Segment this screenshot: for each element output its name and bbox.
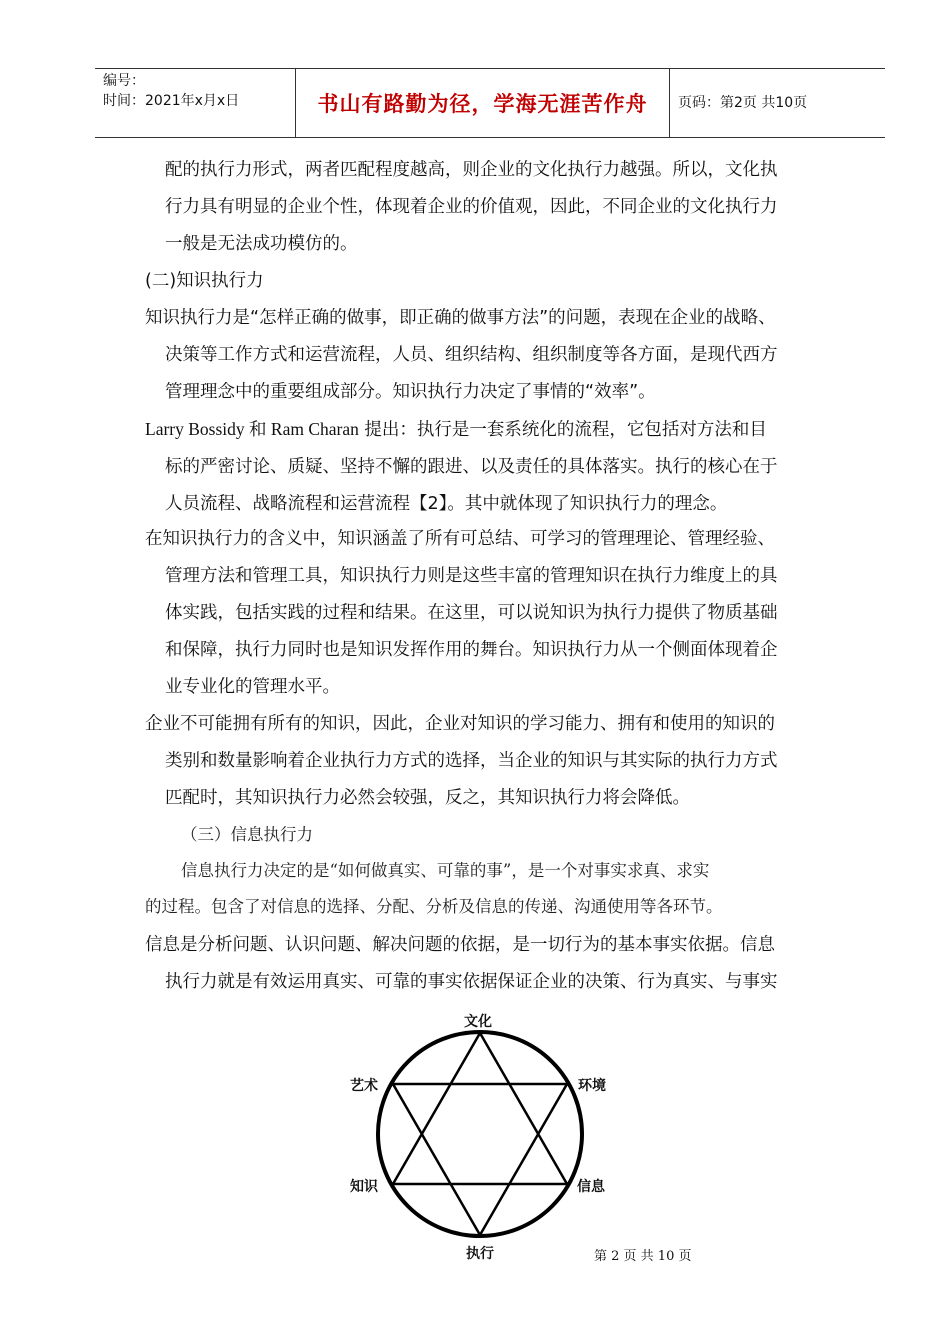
text-line: 标的严密讨论、质疑、坚持不懈的跟进、以及责任的具体落实。执行的核心在于 bbox=[165, 457, 778, 477]
downward-triangle bbox=[393, 1084, 567, 1235]
text-line: 在知识执行力的含义中，知识涵盖了所有可总结、可学习的管理理论、管理经验、 bbox=[145, 529, 775, 549]
text-line: 的过程。包含了对信息的选择、分配、分析及信息的传递、沟通使用等各环节。 bbox=[145, 897, 723, 916]
text-fragment: 提出：执行是一套系统化的流程，它包括对方法和目 bbox=[358, 420, 767, 440]
text-line: 企业不可能拥有所有的知识，因此，企业对知识的学习能力、拥有和使用的知识的 bbox=[145, 714, 775, 734]
section-heading-information bbox=[145, 817, 845, 853]
page-footer: 第 2 页 共 10 页 bbox=[594, 1249, 692, 1264]
header-motto-cell bbox=[295, 69, 670, 137]
text-line: 体实践，包括实践的过程和结果。在这里，可以说知识为执行力提供了物质基础 bbox=[165, 603, 778, 623]
text-line: 和保障，执行力同时也是知识发挥作用的舞台。知识执行力从一个侧面体现着企 bbox=[165, 640, 778, 660]
heading-text: （三）信息执行力 bbox=[181, 825, 313, 844]
text-line: 信息是分析问题、认识问题、解决问题的依据，是一切行为的基本事实依据。信息 bbox=[145, 935, 775, 955]
paragraph-bossidy-charan bbox=[145, 411, 845, 523]
section-heading-knowledge bbox=[145, 263, 845, 300]
diagram-label-top-left: 艺术 bbox=[350, 1078, 378, 1094]
page-header bbox=[95, 68, 885, 138]
text-line bbox=[145, 411, 845, 449]
text-line: 决策等工作方式和运营流程，人员、组织结构、组织制度等各方面，是现代西方 bbox=[165, 345, 778, 365]
paragraph-knowledge-meaning bbox=[145, 521, 845, 706]
document-number-label: 编号： bbox=[103, 73, 145, 89]
text-line: 配的执行力形式，两者匹配程度越高，则企业的文化执行力越强。所以，文化执 bbox=[165, 160, 778, 180]
diagram-label-bottom-left: 知识 bbox=[350, 1179, 378, 1195]
text-line: 业专业化的管理水平。 bbox=[165, 677, 340, 697]
paragraph-culture-continued bbox=[145, 152, 845, 263]
hexagram-diagram bbox=[340, 1005, 620, 1265]
paragraph-information-definition bbox=[145, 853, 845, 925]
author-names: Larry Bossidy 和 Ram Charan bbox=[145, 419, 359, 439]
text-line: 管理方法和管理工具，知识执行力则是这些丰富的管理知识在执行力维度上的具 bbox=[165, 566, 778, 586]
text-line: 管理理念中的重要组成部分。知识执行力决定了事情的“效率”。 bbox=[165, 382, 656, 402]
text-line: 一般是无法成功模仿的。 bbox=[165, 234, 358, 254]
diagram-label-bottom: 执行 bbox=[466, 1246, 494, 1262]
text-line: 执行力就是有效运用真实、可靠的事实依据保证企业的决策、行为真实、与事实 bbox=[165, 972, 778, 992]
paragraph-knowledge-definition bbox=[145, 300, 845, 411]
text-line: 人员流程、战略流程和运营流程【2】。其中就体现了知识执行力的理念。 bbox=[165, 494, 728, 514]
header-page-cell bbox=[670, 69, 885, 137]
paragraph-information-basis bbox=[145, 927, 845, 1001]
outer-circle bbox=[378, 1032, 582, 1236]
upward-triangle bbox=[393, 1033, 567, 1184]
header-motto: 书山有路勤为径，学海无涯苦作舟 bbox=[317, 92, 648, 116]
paragraph-knowledge-limits bbox=[145, 706, 845, 817]
hexagram-figure bbox=[340, 1005, 620, 1265]
document-time-label: 时间：2021年x月x日 bbox=[103, 93, 240, 109]
text-line: 知识执行力是“怎样正确的做事，即正确的做事方法”的问题，表现在企业的战略、 bbox=[145, 308, 776, 328]
text-line: 行力具有明显的企业个性，体现着企业的价值观，因此，不同企业的文化执行力 bbox=[165, 197, 778, 217]
text-line: 匹配时，其知识执行力必然会较强，反之，其知识执行力将会降低。 bbox=[165, 788, 690, 808]
header-page-label: 页码：第2页 共10页 bbox=[678, 95, 808, 111]
diagram-label-top-right: 环境 bbox=[578, 1078, 606, 1094]
heading-text: (二)知识执行力 bbox=[145, 271, 264, 291]
text-line: 类别和数量影响着企业执行力方式的选择，当企业的知识与其实际的执行力方式 bbox=[165, 751, 778, 771]
diagram-label-bottom-right: 信息 bbox=[577, 1179, 605, 1195]
diagram-label-top: 文化 bbox=[464, 1014, 492, 1030]
text-line: 信息执行力决定的是“如何做真实、可靠的事”，是一个对事实求真、求实 bbox=[181, 861, 710, 880]
header-meta bbox=[95, 69, 295, 137]
